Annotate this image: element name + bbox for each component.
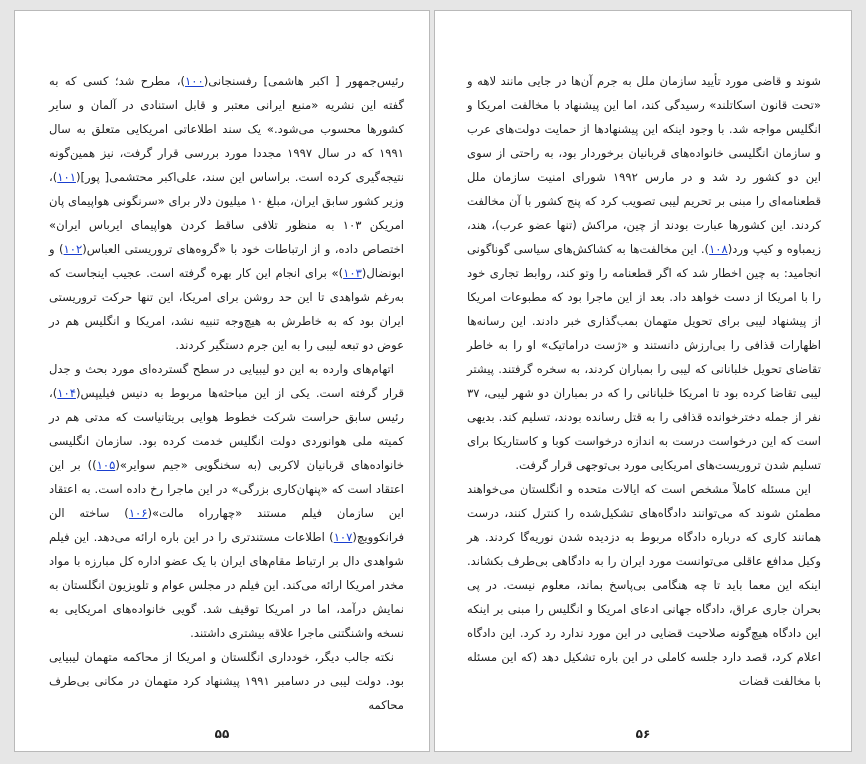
- paragraph: رئیس‌جمهور [ اکبر هاشمی] رفسنجانی(۱۰۰)، مطرح شد؛ کسی که به گفته این نشریه «منبع ایرانی معتبر و قابل استنادی در آلمان و سایر کشورها محسوب می‌شود.» یک سند اطلاعاتی امریکایی متعلق به سال ۱۹۹۱ که در سال ۱۹۹۷ مجددا مورد بررسی قرار گرفت، نیز همین‌گونه نتیجه‌گیری کرده است. براساس این سند، علی‌اکبر محتشمی[ پور](۱۰۱)، وزیر کشور سابق ایران، مبلغ ۱۰ میلیون دلار برای «سرنگونی هواپیمای پان امریکن ۱۰۳ به منظور تلافی ساقط کردن هواپیمای ایرباس ایران» اختصاص داده، و از ارتباطات خود با «گروه‌های تروریستی العباس(۱۰۲) و ابونضال(۱۰۳)» برای انجام این کار بهره گرفته است. عجیب اینجاست که به‌رغم شواهدی تا این حد روشن برای امریکا، این تنها حرکت تروریستی ایران بود که به خاطرش به هیچ‌وجه تنبیه نشد، امریکا و انگلیس هم در عوض دو تبعه لیبی را به این جرم دستگیر کردند.: [49, 74, 405, 352]
- footnote-link[interactable]: ۱۰۱: [57, 170, 76, 184]
- paragraph: این مسئله کاملاً مشخص است که ایالات متحده و انگلستان می‌خواهند مطمئن شوند که می‌توانند دادگاه‌های تشکیل‌شده را کنترل کنند، درست همانند کاری که درباره دادگاه مربوط به دزدیده شدن نوریه‌گا کردند. هر وکیل مدافع عاقلی می‌توانست مورد ایران را به دادگاهی بی‌طرف بکشاند. اینکه این معما باید تا چه هنگامی بی‌پاسخ بماند، معلوم نیست. در پی بحران جاری عراق، دادگاه جهانی ادعای امریکا و انگلیس را مبنی بر اینکه این دادگاه هیچ‌گونه صلاحیت قضایی در این مورد ندارد رد کرد. این دادگاه اعلام کرد، قصد دارد جلسه کاملی در این باره تشکیل دهد (که این مسئله با مخالفت قضات: [467, 482, 821, 688]
- page-number-left: ۵۵: [214, 727, 230, 741]
- page-right: [434, 10, 852, 752]
- footnote-link[interactable]: ۱۰۲: [63, 242, 83, 256]
- page-left: [14, 10, 430, 752]
- footnote-link[interactable]: ۱۰۵: [96, 458, 116, 472]
- page-right-body: [467, 69, 821, 693]
- paragraph: اتهام‌های وارده به این دو لیبیایی در سطح گسترده‌ای مورد بحث و جدل قرار گرفته است. یکی از این مباحثه‌ها مربوط به دنیس فیلیپس(۱۰۴)، رئیس سابق حراست شرکت خطوط هوایی بریتانیاست که مدتی هم در کمیته ملی هوانوردی دولت انگلیس خدمت کرده بود. سازمان انگلیسی خانواده‌های قربانیان لاکربی (به سخنگویی «جیم سوایر»(۱۰۵)) بر این اعتقاد است که «پنهان‌کاری بزرگی» در این ماجرا رخ داده است. به اعتقاد این سازمان فیلم مستند «چهارراه مالت»(۱۰۶) ساخته الن فرانکوویچ(۱۰۷) اطلاعات مستندتری را در این باره ارائه می‌دهد. این فیلم شواهدی دال بر ارتباط مقام‌های ایران با یک عضو اداره کل مبارزه با مواد مخدر امریکا ارائه می‌کند. این فیلم در مجلس عوام و تلویزیون انگلستان به نمایش درآمد، اما در امریکا توقیف شد. گویی خانواده‌های امریکایی به نسخه واشنگتنی ماجرا علاقه بیشتری داشتند.: [48, 362, 404, 640]
- footnote-link[interactable]: ۱۰۴: [57, 386, 76, 400]
- footnote-link[interactable]: ۱۰۶: [128, 506, 148, 520]
- footnote-link[interactable]: ۱۰۰: [185, 74, 204, 88]
- paragraph: شوند و قاضی مورد تأیید سازمان ملل به جرم آن‌ها در جایی مانند لاهه و «تحت قانون اسکاتلند» رسیدگی کند، اما این پیشنهاد با مخالفت امریکا و انگلیس مواجه شد. با وجود اینکه این پیشنهادها از حمایت دولت‌های عرب و سازمان انگلیسی خانواده‌های قربانیان برخوردار بود، به راحتی از سوی این دو کشور رد شد و در مارس ۱۹۹۲ شورای امنیت سازمان ملل قطعنامه‌ای را مبنی بر تحریم لیبی تصویب کرد که پنج کشور با آن مخالفت کردند. این کشورها عبارت بودند از چین، مراکش (تنها عضو عرب)، هند، زیمباوه و کیپ ورد(۱۰۸). این مخالفت‌ها به کشاکش‌های سیاسی گوناگونی انجامید: به چین اخطار شد که اگر قطعنامه را وتو کند، روابط تجاری خود را با امریکا از دست خواهد داد. بعد از این ماجرا بود که مطبوعات امریکا از پیشنهاد لیبی برای تحویل متهمان بمب‌گذاری خبر دادند. این رسانه‌ها اظهارات قذافی را بی‌ارزش دانستند و «ژست دراماتیک» او را به خاطر تقاضای تحویل خلبانانی که لیبی را بمباران کردند، به سخره گرفتند. پیشتر لیبی تقاضا کرده بود تا امریکا خلبانانی را که در بمباران دو شهر لیبی، ۳۷ نفر از جمله دخترخوانده قذافی را به قتل رسانده بودند، تسلیم کند. بدیهی است که این درخواست درست به اندازه درخواست کوبا و کاستاریکا برای تسلیم شدن تروریست‌های امریکایی مورد بی‌توجهی قرار گرفت.: [467, 74, 821, 472]
- footnote-link[interactable]: ۱۰۸: [709, 242, 728, 256]
- page-number-right: ۵۶: [635, 727, 651, 741]
- footnote-link[interactable]: ۱۰۷: [333, 530, 353, 544]
- paragraph: نکته جالب دیگر، خودداری انگلستان و امریکا از محاکمه متهمان لیبیایی بود. دولت لیبی در دسامبر ۱۹۹۱ پیشنهاد کرد متهمان در مکانی بی‌طرف محاکمه: [49, 650, 404, 712]
- page-left-body: [49, 69, 404, 717]
- footnote-link[interactable]: ۱۰۳: [343, 266, 362, 280]
